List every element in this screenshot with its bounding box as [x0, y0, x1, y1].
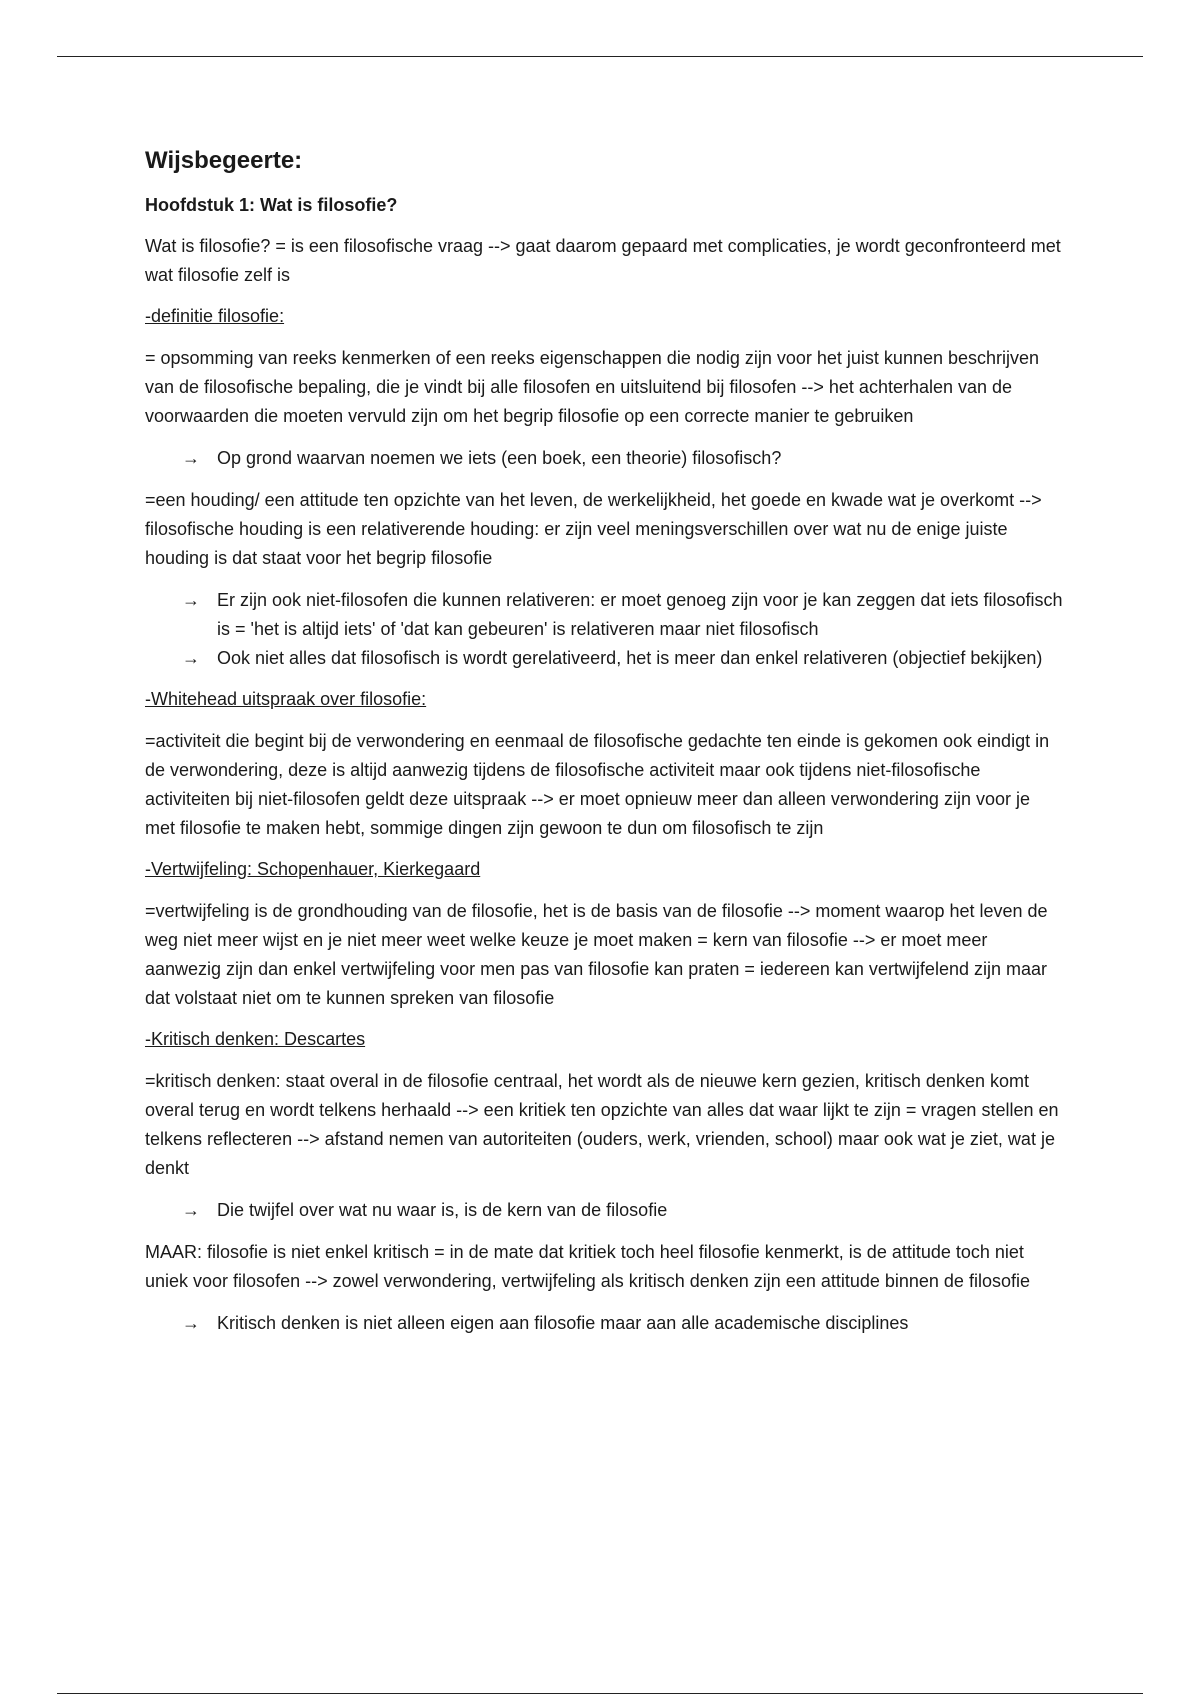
document-title: Wijsbegeerte: [145, 147, 303, 174]
intro-paragraph: Wat is filosofie? = is een filosofische vraag --> gaat daarom gepaard met complicaties, je wordt geconfronteerd met wat filosofie zelf is [145, 236, 1061, 285]
list-item [145, 1309, 1063, 1338]
arrow-right-icon: → [182, 448, 200, 468]
section-heading-definitie: -definitie filosofie: [145, 306, 285, 326]
bullet-list [145, 586, 1063, 673]
section-paragraph: MAAR: filosofie is niet enkel kritisch = in de mate dat kritiek toch heel filosofie kenmerkt, is de attitude toch niet uniek voor filosofen --> zowel verwondering, vertwijfeling als kritisch denken zijn een attitude binnen de filosofie [145, 1242, 1030, 1291]
arrow-right-icon: → [182, 590, 200, 610]
chapter-heading: Hoofdstuk 1: Wat is filosofie? [145, 195, 398, 215]
footer-rule [57, 1693, 1143, 1694]
list-item [145, 1196, 1063, 1225]
list-item [145, 444, 1063, 473]
bullet-list [145, 1309, 1063, 1338]
section-paragraph: = opsomming van reeks kenmerken of een reeks eigenschappen die nodig zijn voor het juist kunnen beschrijven van de filosofische bepaling, die je vindt bij alle filosofen en uitsluitend bij filosofen --> het achterhalen van de voorwaarden die moeten vervuld zijn om het begrip filosofie op een correcte manier te gebruiken [145, 348, 1040, 426]
section-paragraph: =activiteit die begint bij de verwondering en eenmaal de filosofische gedachte ten einde is gekomen ook eindigt in de verwondering, deze is altijd aanwezig tijdens de filosofische activiteit maar ook tijdens niet-filosofische activiteiten bij niet-filosofen geldt deze uitspraak --> er moet opnieuw meer dan alleen verwondering zijn voor je met filosofie te maken hebt, sommige dingen zijn gewoon te dun om filosofisch te zijn [145, 731, 1050, 838]
section-heading-kritisch-denken: -Kritisch denken: Descartes [145, 1029, 366, 1049]
list-item [145, 644, 1063, 673]
section-heading-vertwijfeling: -Vertwijfeling: Schopenhauer, Kierkegaard [145, 859, 481, 879]
section-paragraph: =kritisch denken: staat overal in de filosofie centraal, het wordt als de nieuwe kern gezien, kritisch denken komt overal terug en wordt telkens herhaald --> een kritiek ten opzichte van alles dat waar lijkt te zijn = vragen stellen en telkens reflecteren --> afstand nemen van autoriteiten (ouders, werk, vrienden, school) maar ook wat je ziet, wat je denkt [145, 1071, 1059, 1178]
arrow-right-icon: → [182, 1313, 200, 1333]
list-item-text: Die twijfel over wat nu waar is, is de kern van de filosofie [217, 1200, 668, 1220]
list-item-text: Op grond waarvan noemen we iets (een boek, een theorie) filosofisch? [217, 448, 782, 468]
header-rule [57, 56, 1143, 57]
list-item-text: Ook niet alles dat filosofisch is wordt gerelativeerd, het is meer dan enkel relativeren (objectief bekijken) [217, 648, 1043, 668]
list-item-text: Kritisch denken is niet alleen eigen aan filosofie maar aan alle academische disciplines [217, 1313, 909, 1333]
bullet-list [145, 1196, 1063, 1225]
bullet-list [145, 444, 1063, 473]
section-paragraph: =vertwijfeling is de grondhouding van de filosofie, het is de basis van de filosofie --> moment waarop het leven de weg niet meer wijst en je niet meer weet welke keuze je moet maken = kern van filosofie --> er moet meer aanwezig zijn dan enkel vertwijfeling voor men pas van filosofie kan praten = iedereen kan vertwijfelend zijn maar dat volstaat niet om te kunnen spreken van filosofie [145, 901, 1048, 1008]
list-item-text: Er zijn ook niet-filosofen die kunnen relativeren: er moet genoeg zijn voor je kan zeggen dat iets filosofisch is = 'het is altijd iets' of 'dat kan gebeuren' is relativeren maar niet filosofisch [217, 590, 1063, 639]
list-item [145, 586, 1063, 644]
arrow-right-icon: → [182, 648, 200, 668]
section-paragraph: =een houding/ een attitude ten opzichte van het leven, de werkelijkheid, het goede en kwade wat je overkomt --> filosofische houding is een relativerende houding: er zijn veel meningsverschillen over wat nu de enige juiste houding is dat staat voor het begrip filosofie [145, 490, 1042, 568]
arrow-right-icon: → [182, 1200, 200, 1220]
section-heading-whitehead: -Whitehead uitspraak over filosofie: [145, 689, 427, 709]
document-page [145, 146, 1063, 1351]
